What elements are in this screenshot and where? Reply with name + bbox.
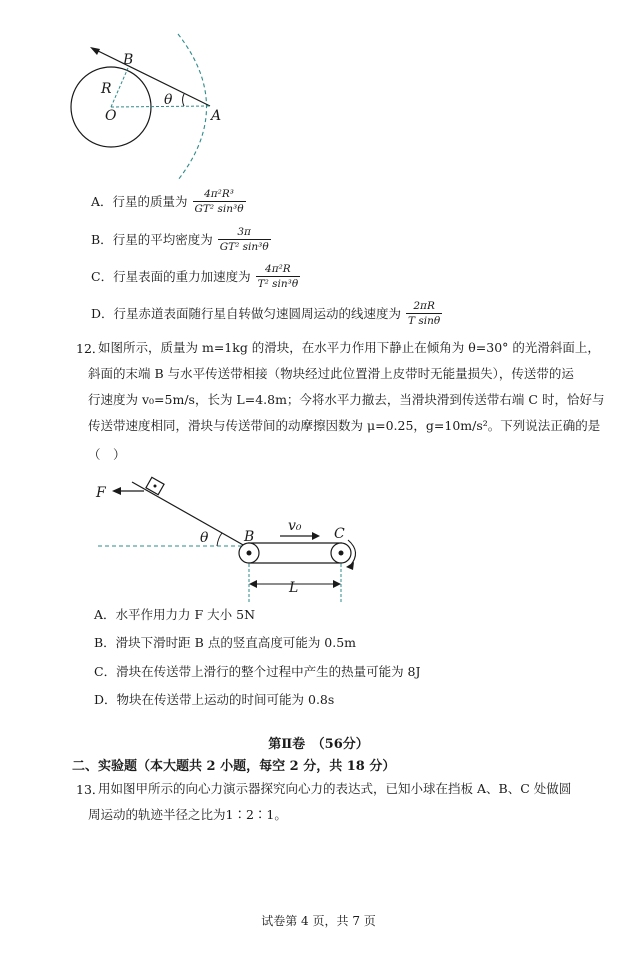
- segment-oa: [111, 106, 210, 107]
- theta-arc: [217, 533, 222, 546]
- q12-line-2: 斜面的末端 B 与水平传送带相接（物块经过此位置滑上皮带时无能量损失），传送带的运: [88, 366, 574, 381]
- q11-option-b: [91, 226, 271, 253]
- pulley-left-axle: [247, 551, 252, 556]
- label-b: B: [123, 52, 134, 68]
- q12-line-1: 如图所示，质量为 m=1kg 的滑块，在水平力作用下静止在倾角为 θ=30° 的光滑斜面上，: [98, 340, 600, 355]
- option-letter: C．: [91, 268, 114, 284]
- q12-line-3: 行速度为 v₀=5m/s，长为 L=4.8m；今将水平力撤去，当滑块滑到传送带右端 C 时，恰好与: [88, 392, 605, 407]
- label-v0: v₀: [288, 518, 302, 534]
- section-heading: 二、实验题（本大题共 2 小题，每空 2 分，共 18 分）: [72, 759, 396, 774]
- option-text: 行星的质量为: [112, 193, 188, 209]
- option-letter: D．: [91, 305, 114, 321]
- label-r: R: [101, 81, 112, 97]
- pulley-right-axle: [339, 551, 344, 556]
- slider-dot: [154, 485, 157, 488]
- q12-option-c: C．滑块在传送带上滑行的整个过程中产生的热量可能为 8J: [94, 664, 421, 679]
- label-theta: θ: [164, 92, 173, 108]
- question-number: 13．: [76, 782, 105, 797]
- label-f: F: [96, 485, 106, 501]
- label-a: A: [211, 108, 222, 124]
- fraction: $\frac{\text{4π²R³}}{\text{GT² sin³θ}}$: [194, 188, 244, 215]
- option-text: 行星表面的重力加速度为: [113, 268, 251, 284]
- label-theta: θ: [200, 530, 209, 546]
- answer-blank: （ ）: [88, 447, 126, 462]
- q12-line-4: 传送带速度相同，滑块与传送带间的动摩擦因数为 μ=0.25，g=10m/s²。下列说法正确的是: [88, 418, 601, 433]
- q11-option-c: [91, 263, 300, 290]
- tangent-arrow: [90, 47, 100, 55]
- q11-option-a: [91, 188, 246, 215]
- page-footer: 试卷第 4 页，共 7 页: [261, 914, 376, 928]
- label-c: C: [334, 526, 345, 542]
- tangent-line: [92, 48, 210, 106]
- q12-option-a: A．水平作用力力 F 大小 5N: [94, 607, 256, 622]
- option-text: 行星赤道表面随行星自转做匀速圆周运动的线速度为: [113, 305, 402, 321]
- q13-line-1: 用如图甲所示的向心力演示器探究向心力的表达式，已知小球在挡板 A、B、C 处做圆: [98, 781, 572, 796]
- orbit-arc: [178, 34, 207, 180]
- q12-option-b: B．滑块下滑时距 B 点的竖直高度可能为 0.5m: [94, 635, 357, 650]
- fraction: $\frac{2\pi R}{\text{T sinθ}}$: [408, 300, 441, 327]
- angle-arc: [183, 94, 185, 106]
- label-o: O: [105, 108, 117, 124]
- section-title: 第Ⅱ卷 （56分）: [268, 737, 369, 752]
- fraction: $\frac{\text{4π²R}}{\text{T² sin³θ}}$: [257, 263, 299, 290]
- v0-arrowhead: [312, 532, 320, 540]
- dim-arrow-right: [333, 580, 341, 588]
- option-letter: A．: [91, 193, 113, 209]
- q12-option-d: D．物块在传送带上运动的时间可能为 0.8s: [94, 692, 335, 707]
- q13-line-2: 周运动的轨迹半径之比为1∶2∶1。: [88, 807, 287, 822]
- label-b: B: [244, 529, 255, 545]
- option-letter: B．: [91, 231, 113, 247]
- conveyor-figure: [92, 466, 372, 606]
- option-text: 行星的平均密度为: [112, 231, 213, 247]
- dim-arrow-left: [249, 580, 257, 588]
- force-arrowhead: [112, 487, 121, 495]
- radius-ob: [111, 68, 128, 107]
- rotation-arrowhead: [346, 562, 354, 570]
- planet-figure: [60, 20, 230, 185]
- q11-option-d: [91, 300, 442, 327]
- fraction: $\frac{3\pi}{\text{GT² sin³θ}}$: [219, 226, 269, 253]
- incline-surface: [132, 482, 245, 546]
- question-number: 12．: [76, 341, 105, 356]
- label-l: L: [289, 580, 299, 596]
